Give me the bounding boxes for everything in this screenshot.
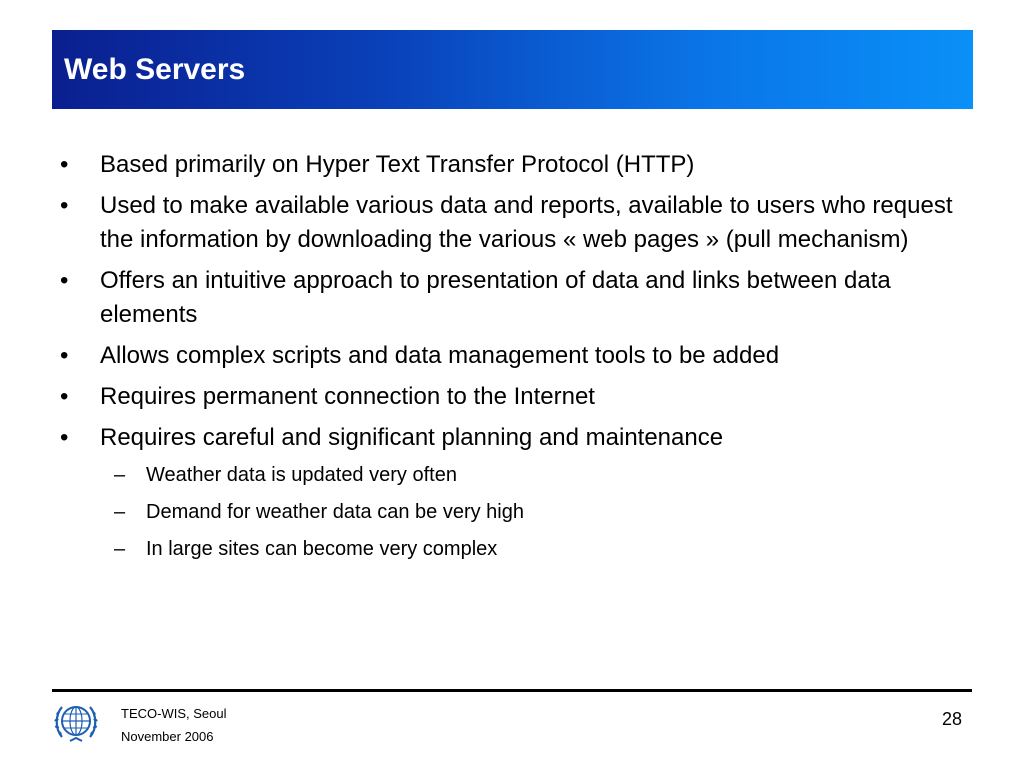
- title-bar: [52, 30, 973, 109]
- sub-bullet-text: Demand for weather data can be very high: [146, 501, 524, 523]
- sub-bullet-item: [58, 536, 958, 562]
- bullet-item: [58, 148, 958, 182]
- sub-bullet-text: Weather data is updated very often: [146, 464, 457, 486]
- bullet-item: [58, 421, 958, 455]
- bullet-text: Based primarily on Hyper Text Transfer Protocol (HTTP): [100, 151, 695, 178]
- sub-bullet-text: In large sites can become very complex: [146, 538, 498, 560]
- footer-event: TECO-WIS, Seoul: [121, 706, 227, 721]
- bullet-text: Requires permanent connection to the Internet: [100, 383, 595, 410]
- sub-bullet-item: [58, 462, 958, 488]
- bullet-marker: •: [60, 383, 69, 410]
- sub-bullet-marker: –: [114, 464, 126, 486]
- footer-date: November 2006: [121, 729, 214, 744]
- bullet-item: [58, 380, 958, 414]
- bullet-text: Allows complex scripts and data management tools to be added: [100, 342, 780, 369]
- footer-divider: [52, 689, 972, 692]
- wmo-emblem-icon: [52, 697, 100, 747]
- bullet-text: Offers an intuitive approach to presentation of data and links between data elements: [100, 267, 891, 328]
- bullet-item: [58, 339, 958, 373]
- page-number: 28: [941, 709, 962, 729]
- slide-content: [58, 148, 958, 573]
- bullet-item: [58, 189, 958, 257]
- bullet-marker: •: [60, 424, 69, 451]
- sub-bullet-item: [58, 499, 958, 525]
- bullet-text: Requires careful and significant planning and maintenance: [100, 424, 724, 451]
- bullet-marker: •: [60, 267, 69, 294]
- bullet-marker: •: [60, 151, 69, 178]
- sub-bullet-marker: –: [114, 538, 126, 560]
- bullet-marker: •: [60, 342, 69, 369]
- bullet-text: Used to make available various data and reports, available to users who request the information by downloading the various « web pages » (pull mechanism): [100, 192, 953, 253]
- sub-bullet-marker: –: [114, 501, 126, 523]
- bullet-item: [58, 264, 958, 332]
- bullet-marker: •: [60, 192, 69, 219]
- slide-title: Web Servers: [64, 53, 246, 86]
